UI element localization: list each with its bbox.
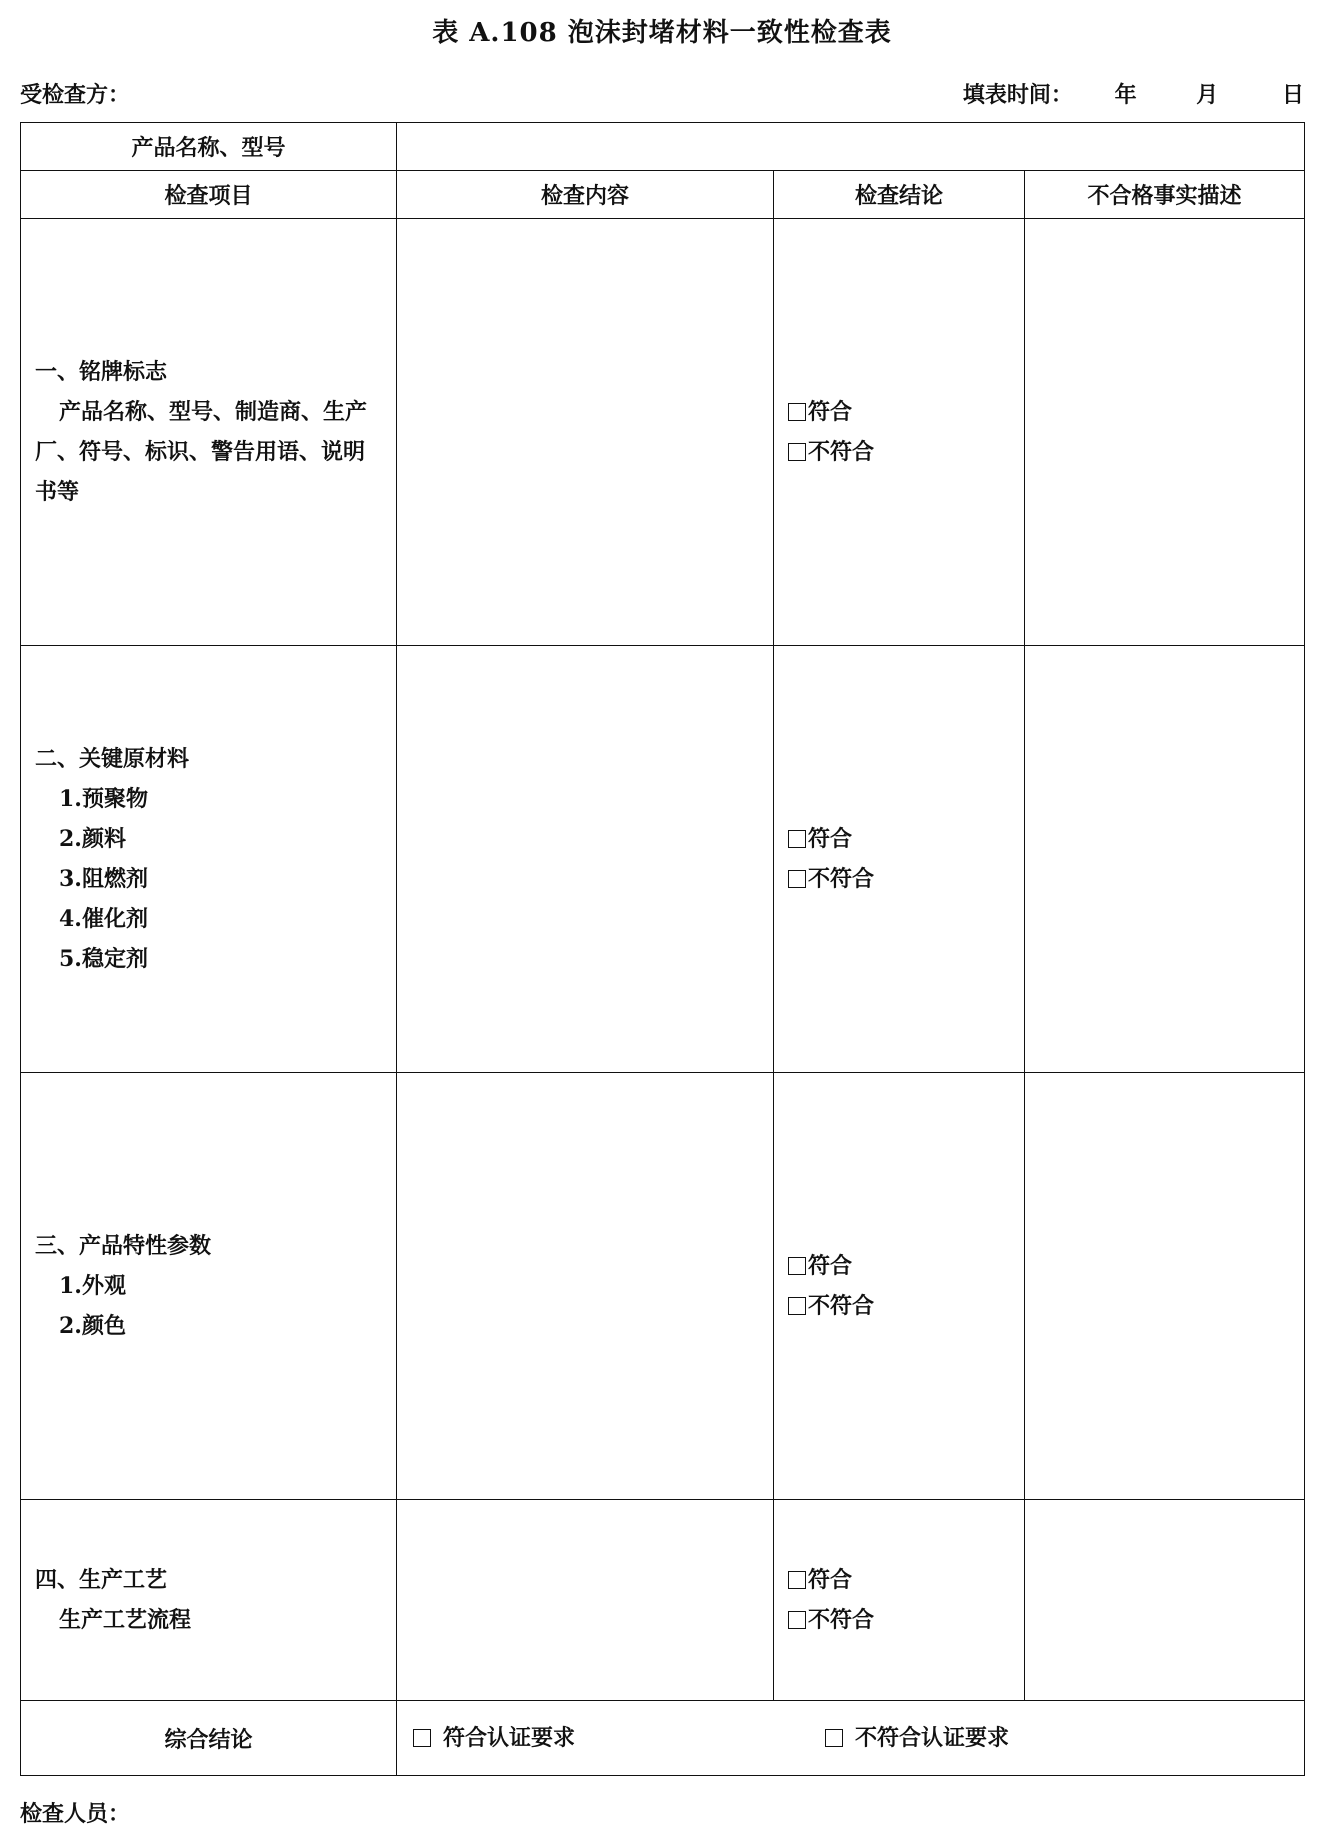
conclusion-cell bbox=[774, 1073, 1025, 1500]
conform-label: 符合 bbox=[808, 1253, 853, 1279]
section-sub-item: 1.外观 bbox=[59, 1273, 126, 1299]
checkbox-icon[interactable] bbox=[788, 1611, 806, 1629]
year-label: 年 bbox=[1114, 82, 1137, 108]
section-sub-item: 4.催化剂 bbox=[59, 906, 148, 932]
inspector-label: 检查人员： bbox=[20, 1801, 131, 1827]
conclusion-cell bbox=[774, 1500, 1025, 1701]
checkbox-icon[interactable] bbox=[788, 1297, 806, 1315]
nonconform-checkbox-option[interactable] bbox=[788, 859, 1024, 899]
section-item-cell bbox=[21, 219, 397, 646]
conclusion-cell bbox=[774, 219, 1025, 646]
section-heading: 三、产品特性参数 bbox=[35, 1233, 212, 1259]
conform-label: 符合 bbox=[808, 1567, 853, 1593]
conclusion-cell bbox=[774, 646, 1025, 1073]
nonconform-label: 不符合 bbox=[808, 866, 875, 892]
inspection-content-field[interactable] bbox=[397, 219, 774, 646]
section-item-cell bbox=[21, 1500, 397, 1701]
inspection-content-field[interactable] bbox=[397, 1073, 774, 1500]
conform-checkbox-option[interactable] bbox=[788, 392, 1024, 432]
overall-nonconform-label: 不符合认证要求 bbox=[855, 1725, 1010, 1751]
overall-conclusion-row bbox=[21, 1701, 1305, 1776]
section-sub-item: 1.预聚物 bbox=[59, 786, 148, 812]
column-header-item: 检查项目 bbox=[21, 171, 397, 219]
product-name-label: 产品名称、型号 bbox=[21, 123, 397, 171]
section-sub-item: 3.阻燃剂 bbox=[59, 866, 148, 892]
nonconform-checkbox-option[interactable] bbox=[788, 1600, 1024, 1640]
nonconform-label: 不符合 bbox=[808, 439, 875, 465]
section-sub-item: 2.颜色 bbox=[59, 1313, 126, 1339]
section-item-cell bbox=[21, 646, 397, 1073]
nonconformity-description-field[interactable] bbox=[1025, 646, 1305, 1073]
section-heading: 一、铭牌标志 bbox=[35, 359, 168, 385]
section-sub-item: 5.稳定剂 bbox=[59, 946, 148, 972]
checkbox-icon[interactable] bbox=[788, 870, 806, 888]
form-title: 表 A.108 泡沫封堵材料一致性检查表 bbox=[432, 18, 892, 48]
inspection-table bbox=[20, 122, 1305, 1776]
checkbox-icon[interactable] bbox=[788, 830, 806, 848]
inspection-content-field[interactable] bbox=[397, 646, 774, 1073]
form-meta-row bbox=[20, 78, 1304, 112]
column-header-conclusion: 检查结论 bbox=[774, 171, 1025, 219]
fill-time-label: 填表时间： bbox=[962, 82, 1073, 108]
checkbox-icon[interactable] bbox=[788, 443, 806, 461]
table-row bbox=[21, 219, 1305, 646]
column-header-nonconformity: 不合格事实描述 bbox=[1025, 171, 1305, 219]
section-item-cell bbox=[21, 1073, 397, 1500]
section-heading: 四、生产工艺 bbox=[35, 1567, 168, 1593]
overall-nonconform-option[interactable] bbox=[825, 1701, 1009, 1775]
overall-conform-option[interactable] bbox=[413, 1701, 575, 1775]
overall-conclusion-options bbox=[397, 1701, 1305, 1776]
month-label: 月 bbox=[1196, 82, 1219, 108]
product-name-field[interactable] bbox=[397, 123, 1305, 171]
conform-checkbox-option[interactable] bbox=[788, 1246, 1024, 1286]
table-row bbox=[21, 646, 1305, 1073]
section-sub-item: 2.颜料 bbox=[59, 826, 126, 852]
table-row bbox=[21, 1073, 1305, 1500]
inspected-party-label: 受检查方： bbox=[20, 82, 131, 108]
table-row bbox=[21, 1500, 1305, 1701]
overall-conform-label: 符合认证要求 bbox=[443, 1725, 576, 1751]
nonconform-label: 不符合 bbox=[808, 1607, 875, 1633]
nonconform-label: 不符合 bbox=[808, 1293, 875, 1319]
section-sub-item: 生产工艺流程 bbox=[59, 1607, 192, 1633]
day-label: 日 bbox=[1281, 82, 1304, 108]
nonconform-checkbox-option[interactable] bbox=[788, 1286, 1024, 1326]
nonconformity-description-field[interactable] bbox=[1025, 1073, 1305, 1500]
nonconformity-description-field[interactable] bbox=[1025, 219, 1305, 646]
inspection-content-field[interactable] bbox=[397, 1500, 774, 1701]
checkbox-icon[interactable] bbox=[788, 1257, 806, 1275]
product-row bbox=[21, 123, 1305, 171]
column-header-content: 检查内容 bbox=[397, 171, 774, 219]
nonconform-checkbox-option[interactable] bbox=[788, 432, 1024, 472]
section-heading: 二、关键原材料 bbox=[35, 746, 190, 772]
checkbox-icon[interactable] bbox=[788, 1571, 806, 1589]
table-header-row bbox=[21, 171, 1305, 219]
conform-checkbox-option[interactable] bbox=[788, 1560, 1024, 1600]
overall-conclusion-label: 综合结论 bbox=[21, 1701, 397, 1776]
fill-time-group bbox=[963, 78, 1304, 109]
conform-label: 符合 bbox=[808, 399, 853, 425]
checkbox-icon[interactable] bbox=[788, 403, 806, 421]
checkbox-icon[interactable] bbox=[413, 1729, 431, 1747]
nonconformity-description-field[interactable] bbox=[1025, 1500, 1305, 1701]
conform-label: 符合 bbox=[808, 826, 853, 852]
conform-checkbox-option[interactable] bbox=[788, 819, 1024, 859]
section-description: 产品名称、型号、制造商、生产厂、符号、标识、警告用语、说明书等 bbox=[35, 399, 368, 505]
checkbox-icon[interactable] bbox=[825, 1729, 843, 1747]
